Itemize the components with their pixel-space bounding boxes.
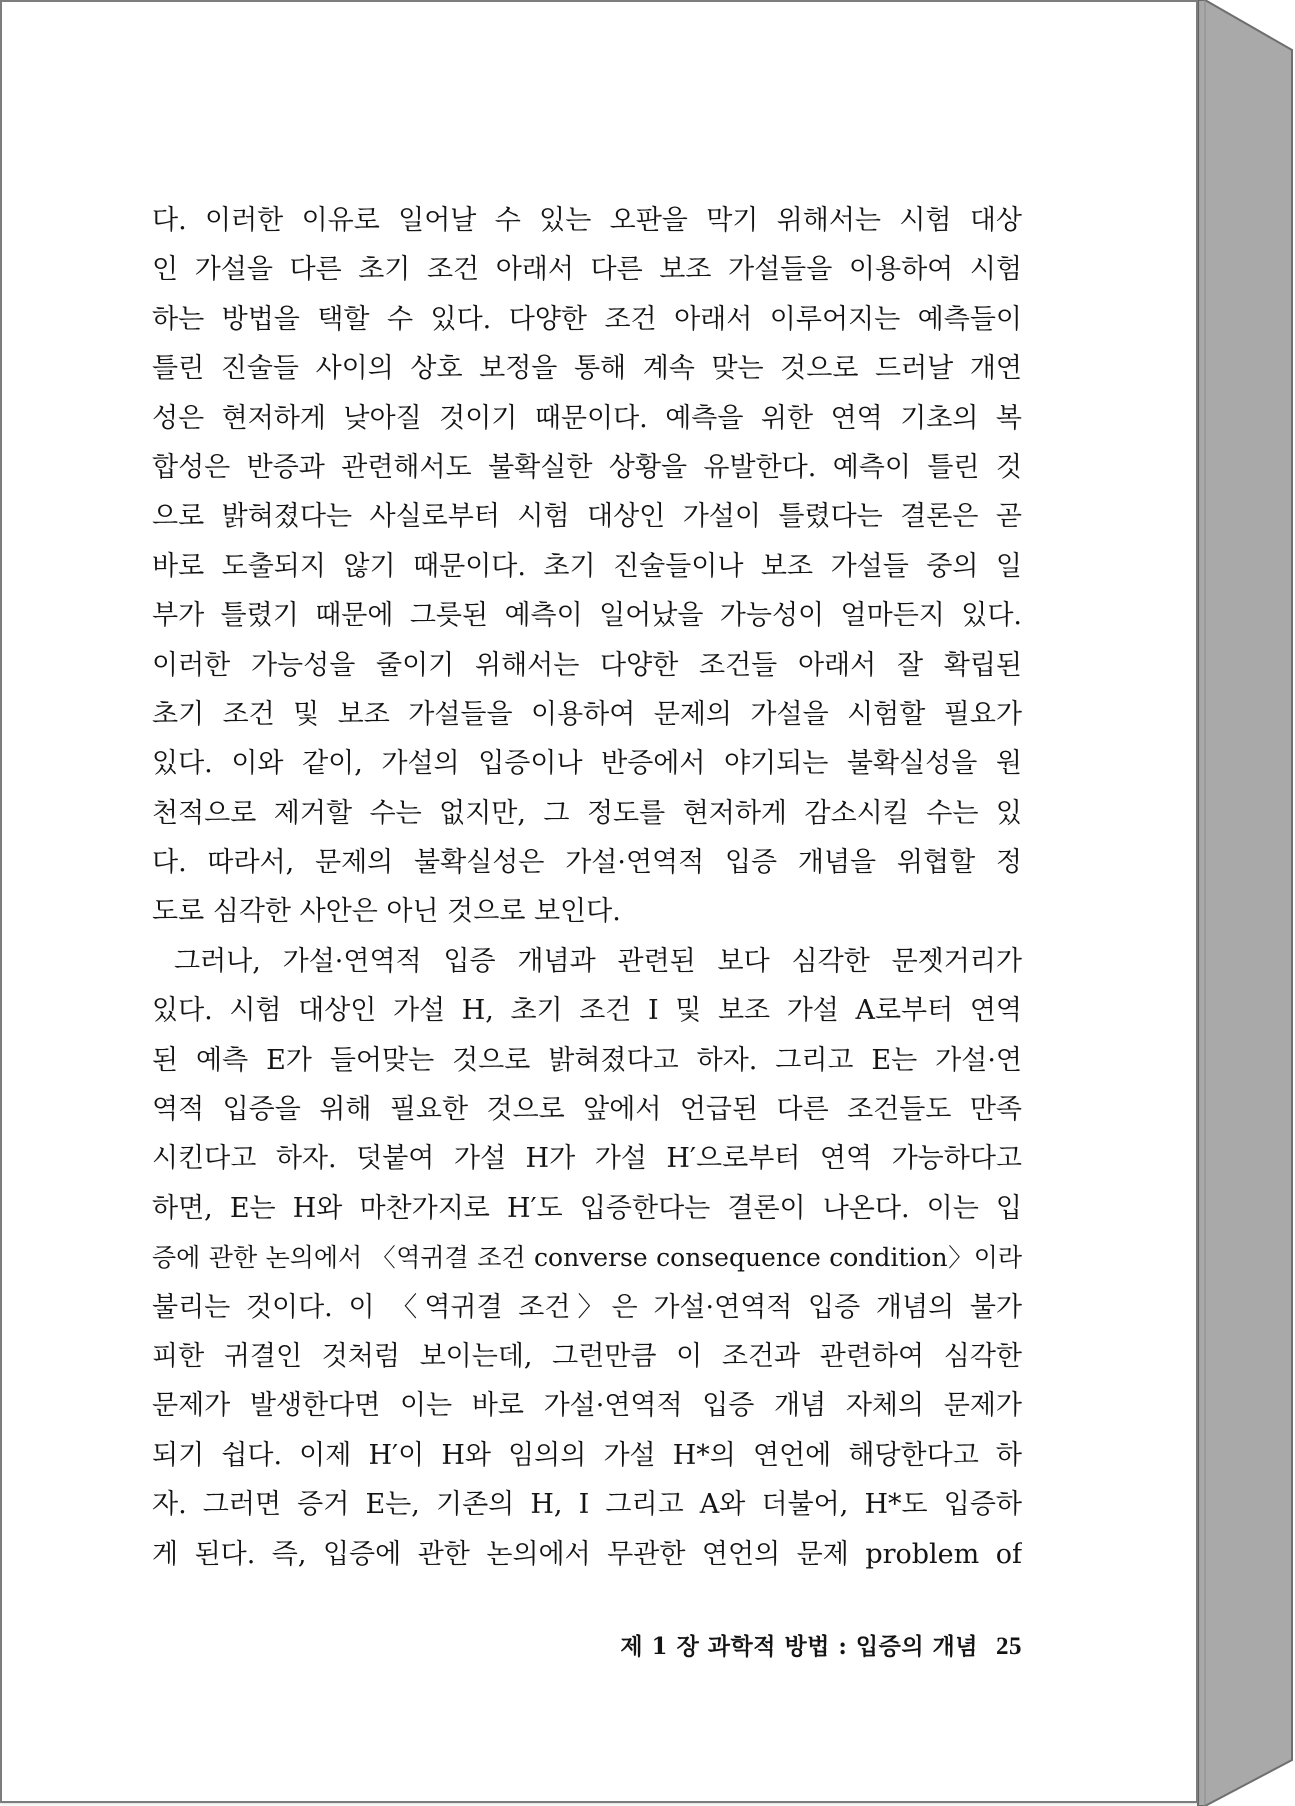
body-text — [152, 196, 1022, 1579]
paragraph-1 — [152, 196, 1022, 937]
text-line: 인 가설을 다른 초기 조건 아래서 다른 보조 가설들을 이용하여 시험 — [152, 254, 1022, 286]
text-line: 시킨다고 하자. 덧붙여 가설 H가 가설 H′으로부터 연역 가능하다고 — [152, 1143, 1022, 1175]
text-line: 틀린 진술들 사이의 상호 보정을 통해 계속 맞는 것으로 드러날 개연 — [152, 353, 1022, 385]
text-line: 되기 쉽다. 이제 H′이 H와 임의의 가설 H*의 연언에 해당한다고 하 — [152, 1439, 1022, 1471]
page-number: 25 — [996, 1633, 1022, 1660]
text-line: 다. 따라서, 문제의 불확실성은 가설·연역적 입증 개념을 위협할 정 — [152, 847, 1022, 879]
text-line: 성은 현저하게 낮아질 것이기 때문이다. 예측을 위한 연역 기초의 복 — [152, 402, 1022, 434]
page-footer — [152, 1628, 1022, 1661]
text-line: 도로 심각한 사안은 아닌 것으로 보인다. — [152, 896, 621, 928]
text-line: 이러한 가능성을 줄이기 위해서는 다양한 조건들 아래서 잘 확립된 — [152, 649, 1022, 681]
paragraph-2 — [152, 937, 1022, 1579]
text-line: 바로 도출되지 않기 때문이다. 초기 진술들이나 보조 가설들 중의 일 — [152, 550, 1022, 582]
text-line: 역적 입증을 위해 필요한 것으로 앞에서 언급된 다른 조건들도 만족 — [152, 1094, 1022, 1126]
text-line: 천적으로 제거할 수는 없지만, 그 정도를 현저하게 감소시킬 수는 있 — [152, 797, 1022, 829]
running-footer-chapter: 제 1 장 과학적 방법 : 입증의 개념 — [620, 1633, 978, 1660]
text-line: 자. 그러면 증거 E는, 기존의 H, I 그리고 A와 더불어, H*도 입증하 — [152, 1489, 1022, 1521]
text-line: 게 된다. 즉, 입증에 관한 논의에서 무관한 연언의 문제 problem of — [152, 1538, 1022, 1570]
text-line: 다. 이러한 이유로 일어날 수 있는 오판을 막기 위해서는 시험 대상 — [152, 205, 1022, 236]
text-line: 있다. 시험 대상인 가설 H, 초기 조건 I 및 보조 가설 A로부터 연역 — [152, 995, 1022, 1027]
text-line: 으로 밝혀졌다는 사실로부터 시험 대상인 가설이 틀렸다는 결론은 곧 — [152, 501, 1022, 533]
text-line: 하는 방법을 택할 수 있다. 다양한 조건 아래서 이루어지는 예측들이 — [152, 303, 1022, 335]
text-line: 문제가 발생한다면 이는 바로 가설·연역적 입증 개념 자체의 문제가 — [152, 1390, 1022, 1422]
text-line: 초기 조건 및 보조 가설들을 이용하여 문제의 가설을 시험할 필요가 — [152, 698, 1022, 730]
text-line: 그러나, 가설·연역적 입증 개념과 관련된 보다 심각한 문젯거리가 — [174, 945, 1022, 977]
text-line: 피한 귀결인 것처럼 보이는데, 그런만큼 이 조건과 관련하여 심각한 — [152, 1340, 1022, 1372]
text-line: 부가 틀렸기 때문에 그릇된 예측이 일어났을 가능성이 얼마든지 있다. — [152, 600, 1022, 632]
text-line: 된 예측 E가 들어맞는 것으로 밝혀졌다고 하자. 그리고 E는 가설·연 — [152, 1044, 1022, 1076]
text-line: 합성은 반증과 관련해서도 불확실한 상황을 유발한다. 예측이 틀린 것 — [152, 451, 1022, 483]
text-line: 증에 관한 논의에서 〈역귀결 조건 converse consequence condition〉이라 — [152, 1243, 1022, 1273]
text-line: 불리는 것이다. 이 〈역귀결 조건〉은 가설·연역적 입증 개념의 불가 — [152, 1291, 1022, 1323]
text-line: 있다. 이와 같이, 가설의 입증이나 반증에서 야기되는 불확실성을 원 — [152, 748, 1022, 780]
text-line: 하면, E는 H와 마찬가지로 H′도 입증한다는 결론이 나온다. 이는 입 — [152, 1192, 1022, 1224]
